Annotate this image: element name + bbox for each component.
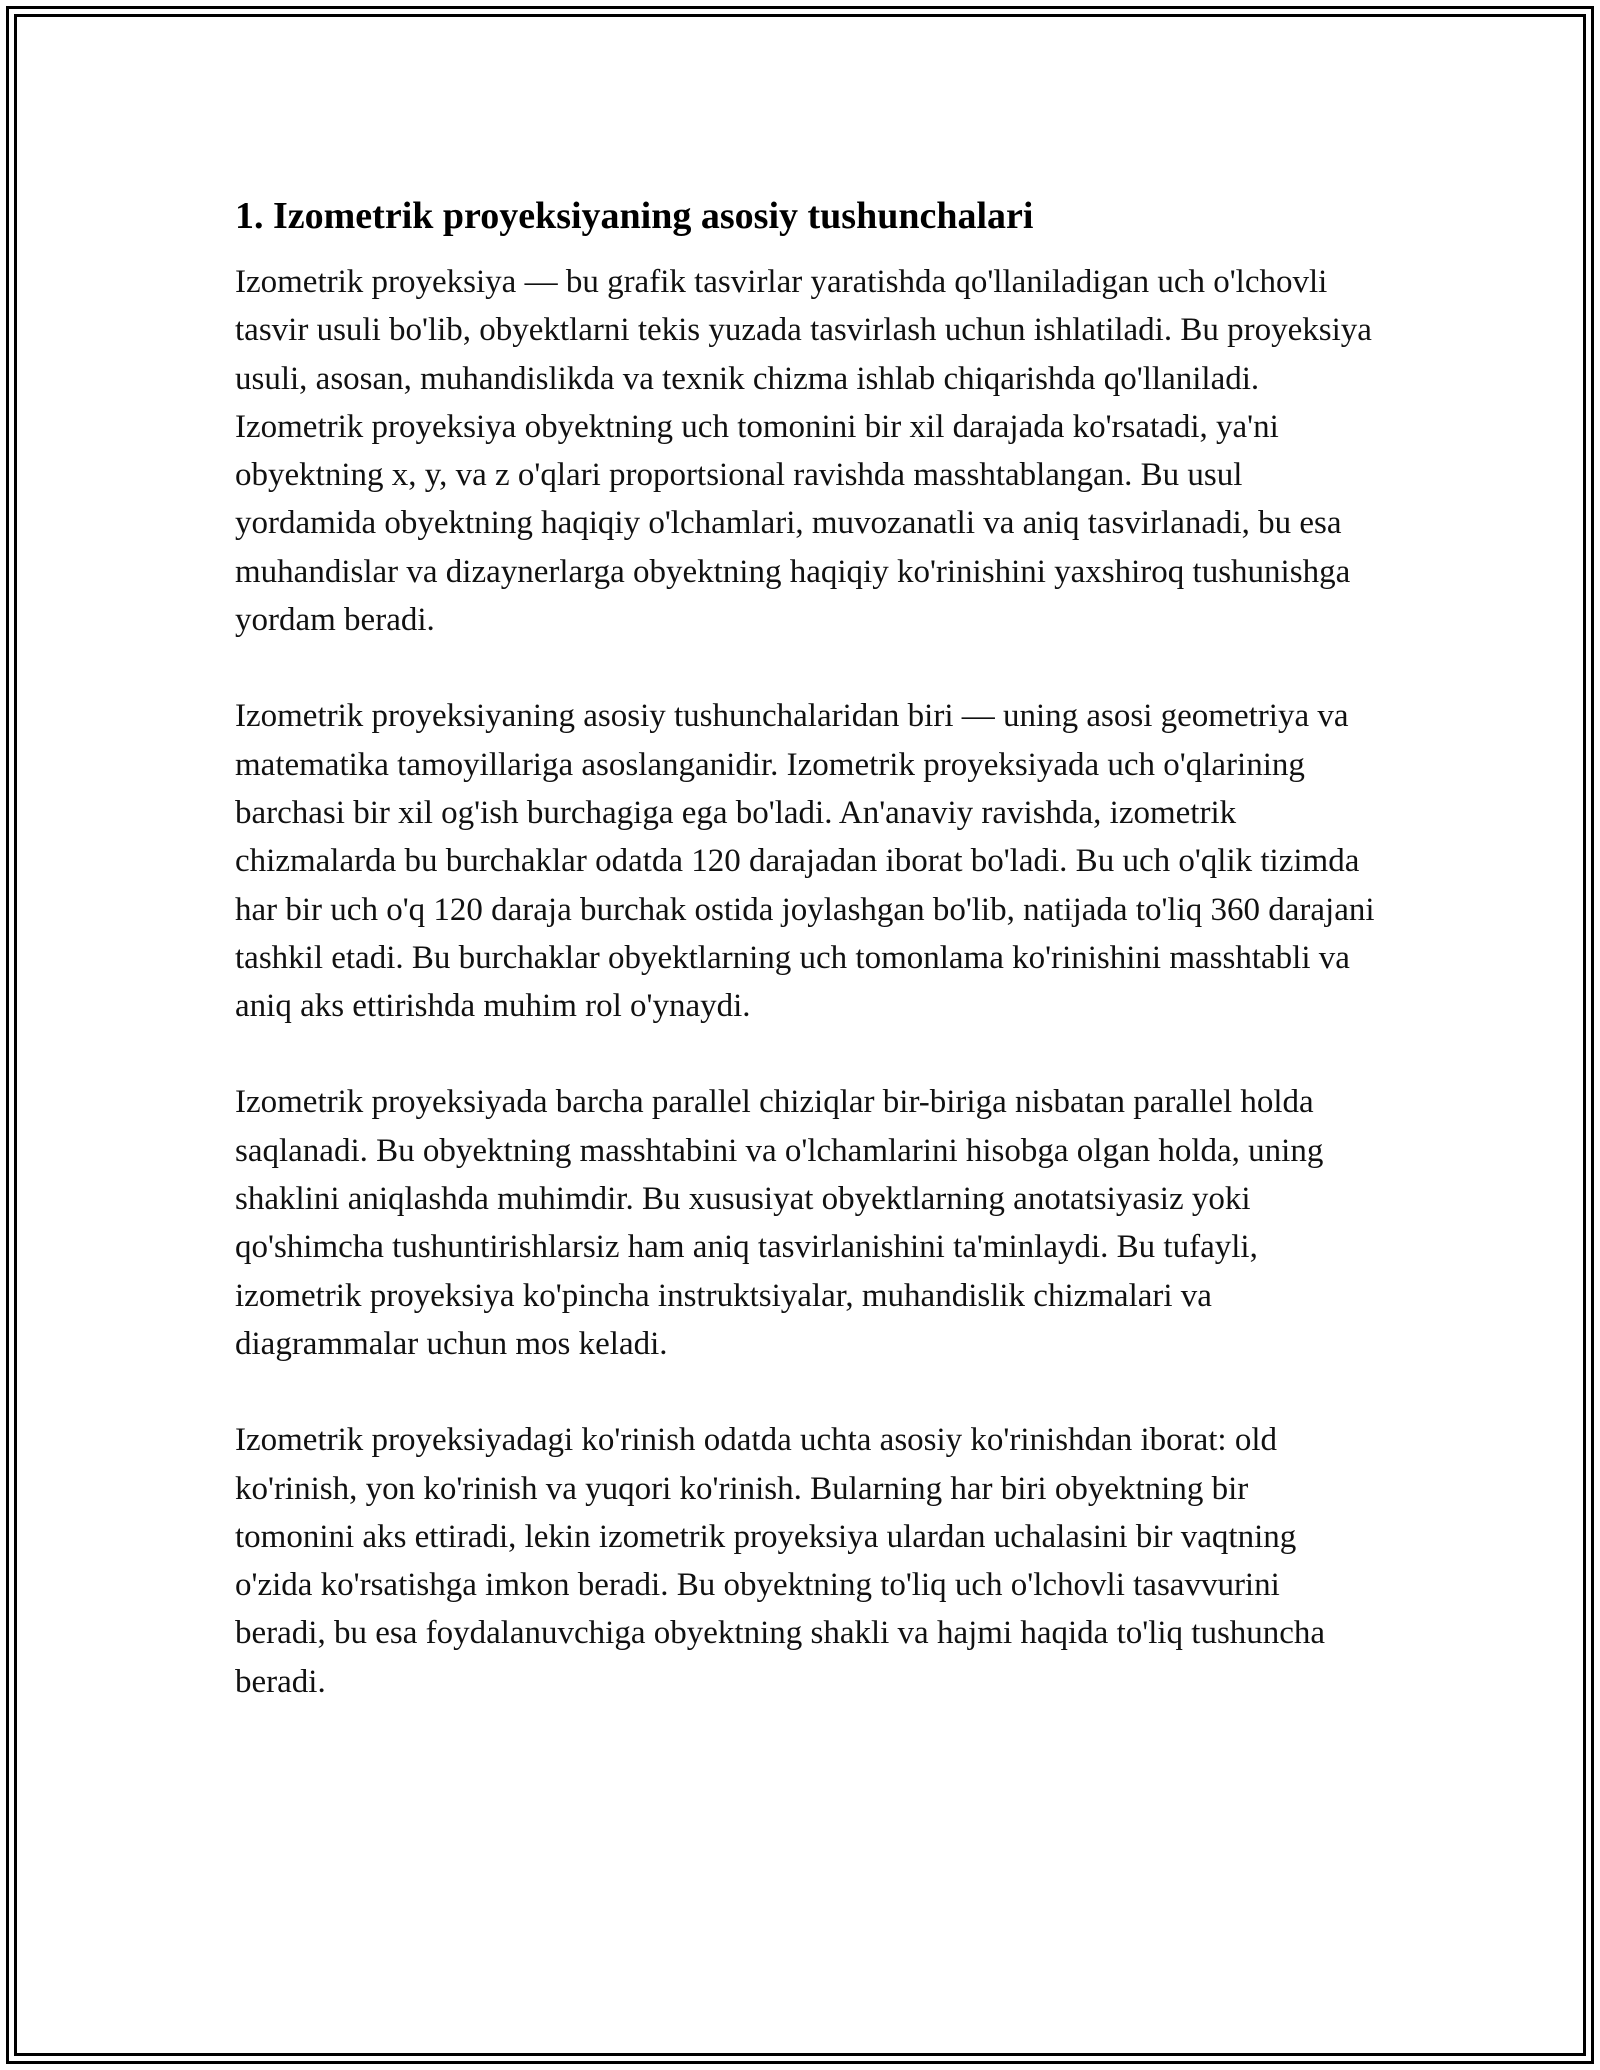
paragraph-1: Izometrik proyeksiya — bu grafik tasvirlar yaratishda qo'llaniladigan uch o'lchovli tasvir usuli bo'lib, obyektlarni tekis yuzada tasvirlash uchun ishlatiladi. Bu proyeksiya usuli, asosan, muhandislikda va texnik chizma ishlab chiqarishda qo'llaniladi. Izometrik proyeksiya obyektning uch tomonini bir xil darajada ko'rsatadi, ya'ni obyektning x, y, va z o'qlari proportsional ravishda masshtablangan. Bu usul yordamida obyektning haqiqiy o'lchamlari, muvozanatli va aniq tasvirlanadi, bu esa muhandislar va dizaynerlarga obyektning haqiqiy ko'rinishini yaxshiroq tushunishga yordam beradi. [235,264,1372,639]
paragraph-3: Izometrik proyeksiyada barcha parallel chiziqlar bir-biriga nisbatan parallel holda saqlanadi. Bu obyektning masshtabini va o'lchamlarini hisobga olgan holda, uning shaklini aniqlashda muhimdir. Bu xususiyat obyektlarning anotatsiyasiz yoki qo'shimcha tushuntirishlarsiz ham aniq tasvirlanishini ta'minlaydi. Bu tufayli, izometrik proyeksiya ko'pincha instruktsiyalar, muhandislik chizmalari va diagrammalar uchun mos keladi. [235,1084,1324,1362]
paragraph-2: Izometrik proyeksiyaning asosiy tushunchalaridan biri — uning asosi geometriya va matematika tamoyillariga asoslanganidir. Izometrik proyeksiyada uch o'qlarining barchasi bir xil og'ish burchagiga ega bo'ladi. An'anaviy ravishda, izometrik chizmalarda bu burchaklar odatda 120 darajadan iborat bo'ladi. Bu uch o'qlik tizimda har bir uch o'q 120 daraja burchak ostida joylashgan bo'lib, natijada to'liq 360 darajani tashkil etadi. Bu burchaklar obyektlarning uch tomonlama ko'rinishini masshtabli va aniq aks ettirishda muhim rol o'ynaydi. [235,698,1375,1025]
paragraph-4: Izometrik proyeksiyadagi ko'rinish odatda uchta asosiy ko'rinishdan iborat: old ko'rinish, yon ko'rinish va yuqori ko'rinish. Bularning har biri obyektning bir tomonini aks ettiradi, lekin izometrik proyeksiya ulardan uchalasini bir vaqtning o'zida ko'rsatishga imkon beradi. Bu obyektning to'liq uch o'lchovli tasavvurini beradi, bu esa foydalanuvchiga obyektning shakli va hajmi haqida to'liq tushuncha beradi. [235,1422,1326,1700]
document-body [235,190,1375,1754]
section-heading: 1. Izometrik proyeksiyaning asosiy tushunchalari [235,195,1034,237]
